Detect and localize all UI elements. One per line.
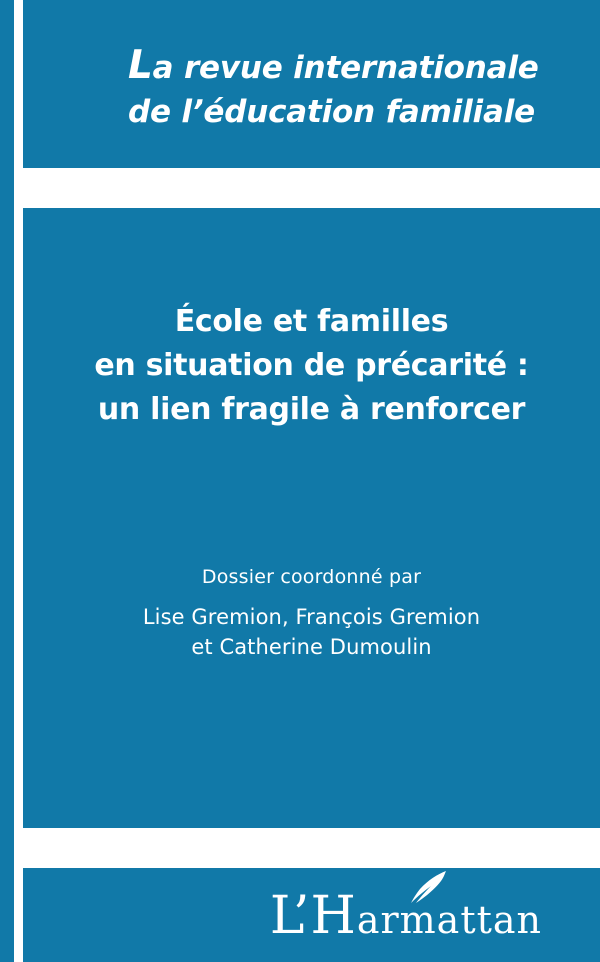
journal-title-line-1 [128, 40, 598, 92]
coordinator-names-line-1: Lise Gremion, François Gremion [142, 604, 481, 629]
publisher-band [23, 868, 600, 962]
journal-title-band [23, 0, 600, 168]
dossier-title-line-3: un lien fragile à renforcer [97, 392, 526, 428]
band-separator-top [23, 168, 600, 208]
band-separator-bottom [23, 828, 600, 868]
dossier-title-line-1: École et familles [174, 304, 449, 339]
journal-title-dropcap: L [128, 43, 153, 88]
publisher-name [270, 886, 542, 946]
coordinator-names [63, 602, 560, 663]
coordination-block [63, 563, 560, 662]
main-title-band [23, 208, 600, 828]
dossier-title-line-2: en situation de précarité : [94, 348, 529, 384]
journal-title-line-2: de l’éducation familiale [128, 94, 535, 131]
publisher-initial: L’H [269, 886, 357, 946]
cover-spine-strip [0, 0, 14, 962]
cover-spine-gap [14, 0, 23, 962]
dossier-title [63, 300, 560, 432]
journal-title-line-1-text: a revue internationale [152, 50, 539, 86]
coordination-label: Dossier coordonné par [201, 566, 422, 588]
publisher-rest: armattan [356, 898, 542, 942]
coordinator-names-line-2: et Catherine Dumoulin [191, 634, 432, 659]
journal-title [128, 40, 598, 134]
